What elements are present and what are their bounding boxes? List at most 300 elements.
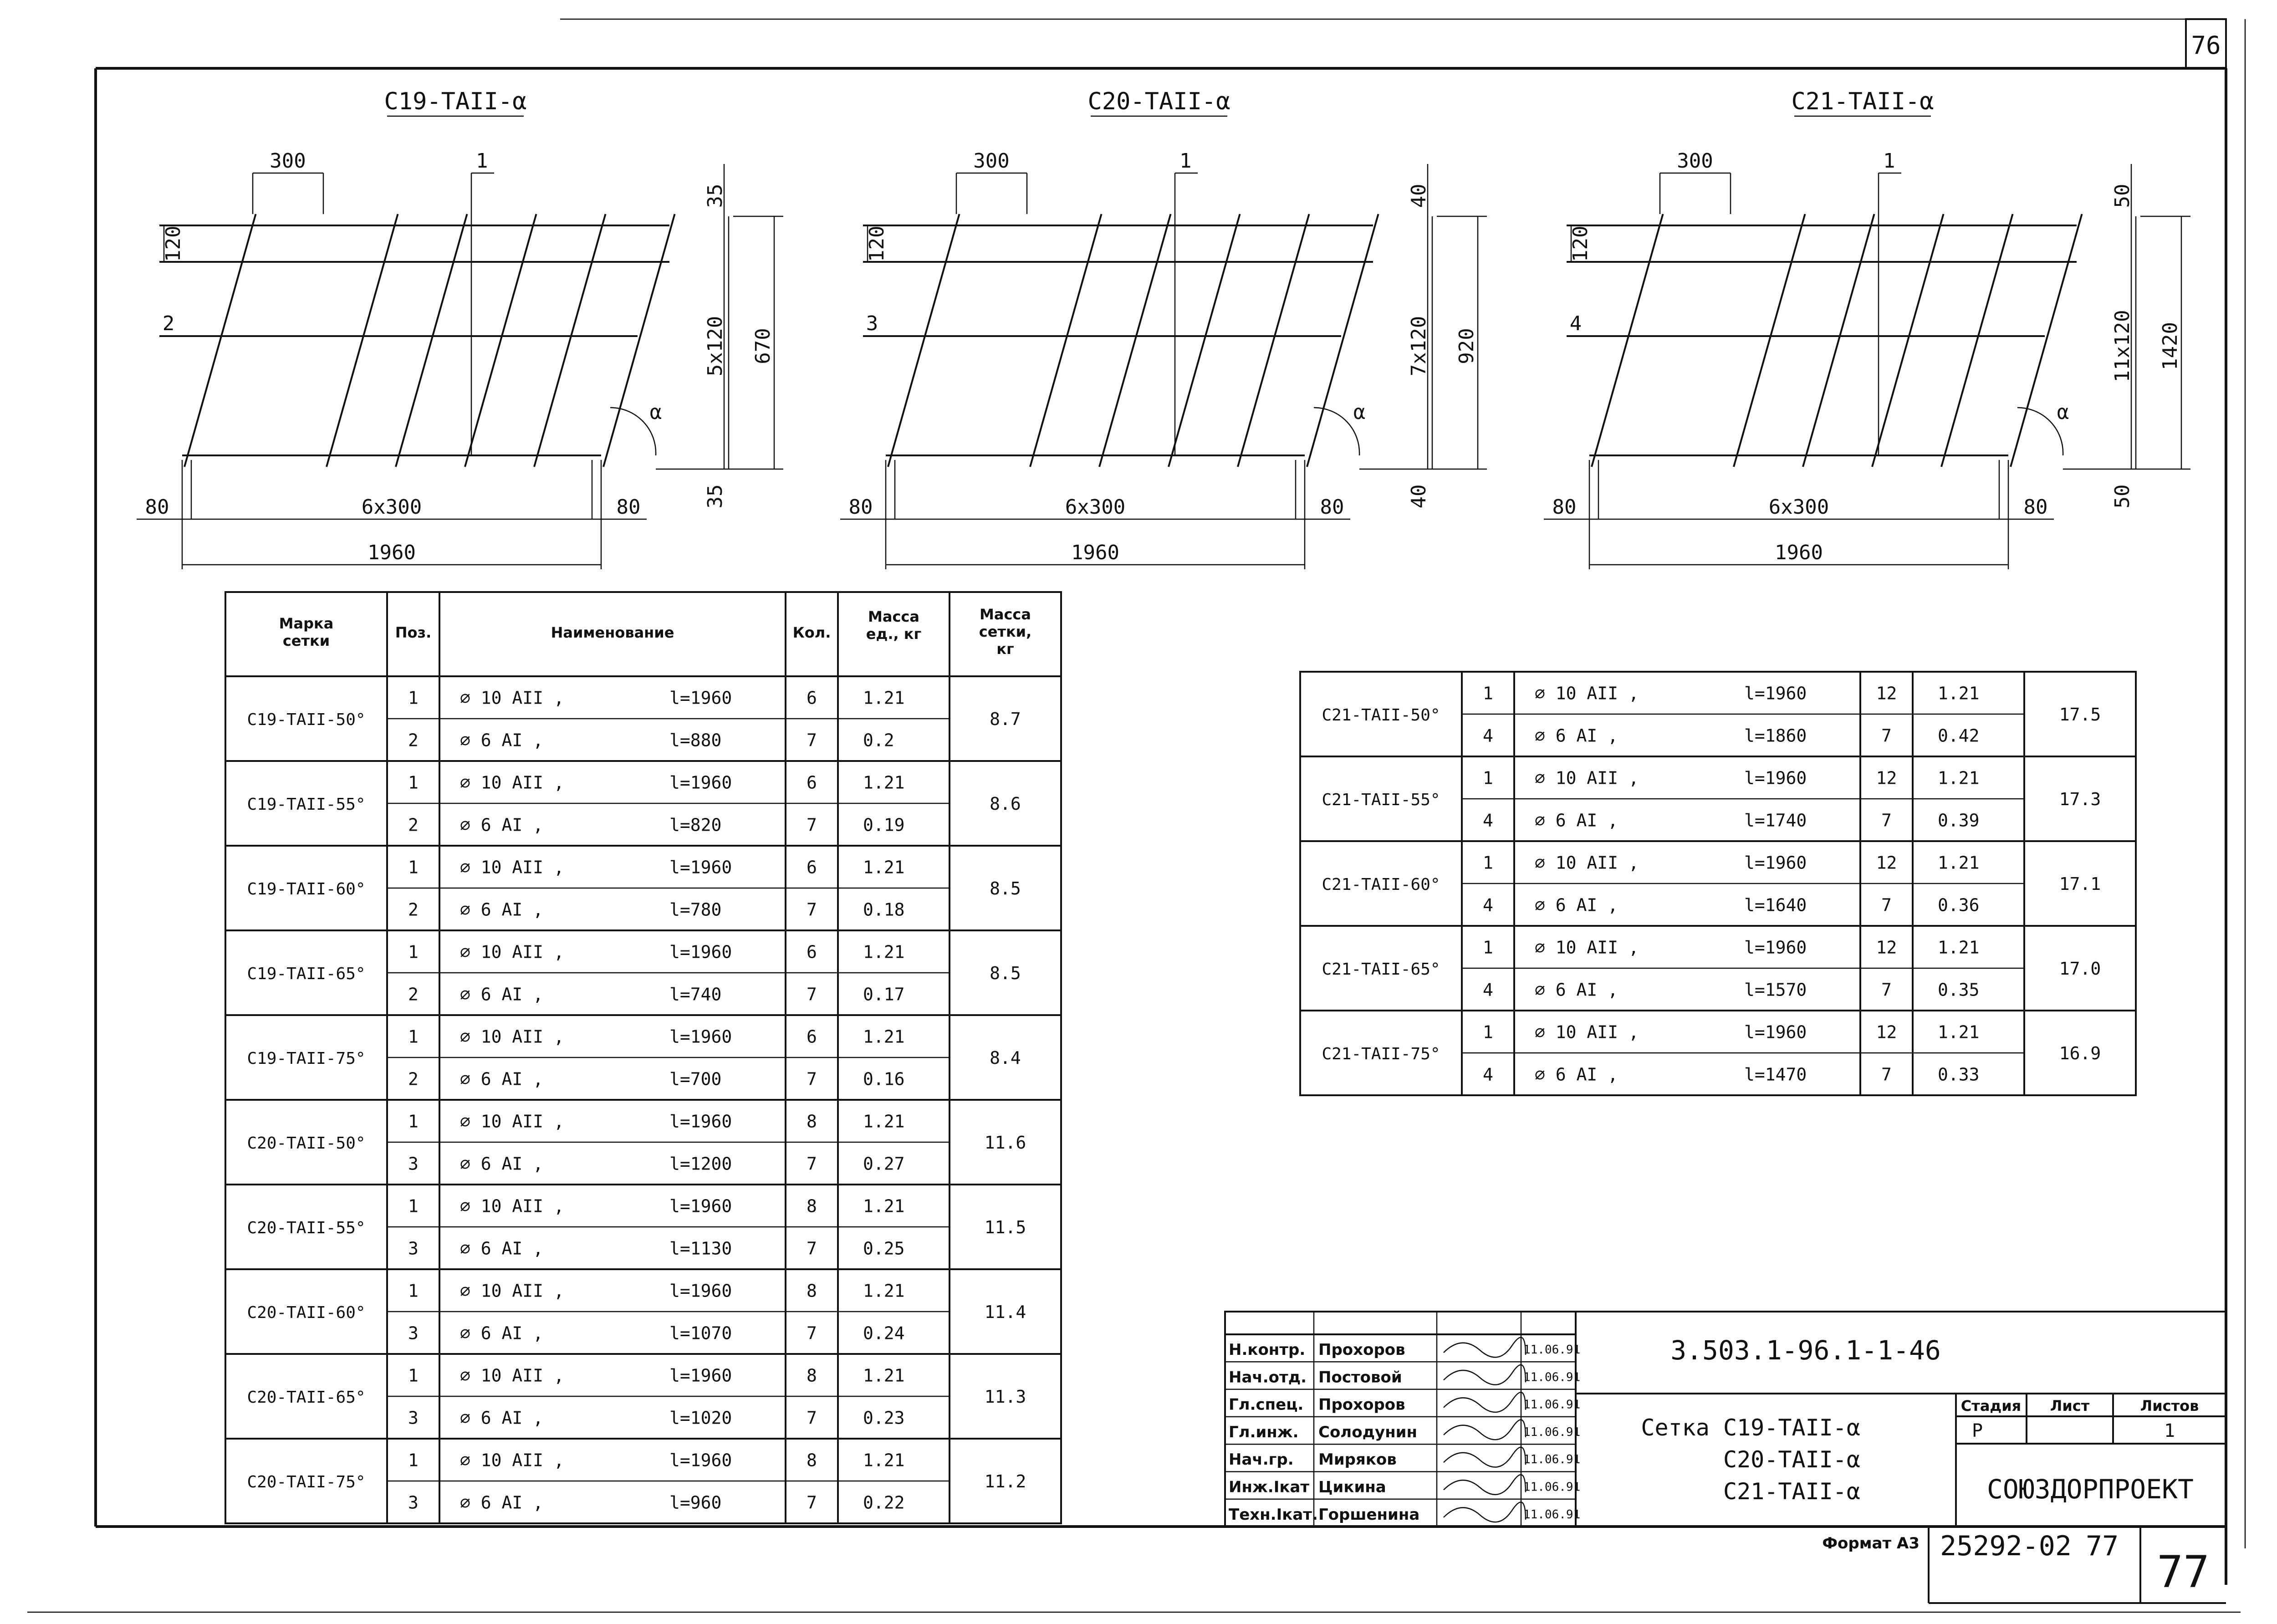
signer-row [1229, 1338, 1580, 1359]
row-unit-mass: 0.39 [1938, 810, 1980, 831]
row-position: 4 [1483, 1064, 1493, 1085]
row-name: ⌀ 6 АI , [460, 984, 544, 1005]
row-qty: 6 [807, 857, 817, 878]
row-position: 1 [408, 942, 419, 962]
header-mark: сетки [282, 632, 330, 649]
net-mark: С19-ТАII-50° [247, 710, 366, 729]
rebar-transverse [1238, 214, 1309, 467]
angle-label: α [1353, 401, 1366, 424]
signature-icon [1444, 1420, 1526, 1440]
net-total-mass: 17.5 [2059, 705, 2101, 725]
stage-header: Стадия [1960, 1397, 2022, 1415]
signer-row [1229, 1420, 1580, 1441]
row-unit-mass: 1.21 [1938, 937, 1980, 958]
signer-role: Гл.спец. [1229, 1395, 1304, 1414]
doc-title-line-1: Сетка С19-ТАII-α [1641, 1415, 1860, 1441]
signature-icon [1444, 1392, 1526, 1412]
row-name: ⌀ 6 АI , [460, 815, 544, 835]
row-name: ⌀ 6 АI , [460, 1323, 544, 1343]
row-length: l=820 [669, 815, 722, 835]
row-unit-mass: 0.18 [863, 899, 905, 920]
net-total-mass: 17.3 [2059, 789, 2101, 809]
row-length: l=1960 [669, 1196, 732, 1216]
row-qty: 7 [807, 1069, 817, 1089]
dim-right-end: 80 [2023, 495, 2048, 519]
row-unit-mass: 0.16 [863, 1069, 905, 1089]
rebar-transverse [1734, 214, 1805, 467]
row-name: ⌀ 6 АI , [1535, 980, 1618, 1000]
row-qty: 7 [1881, 895, 1892, 915]
row-position: 1 [408, 772, 419, 793]
row-unit-mass: 1.21 [863, 857, 905, 878]
header-mark: Марка [279, 615, 334, 632]
signer-role: Инж.Iкат [1229, 1478, 1310, 1496]
header-net-mass: кг [996, 640, 1014, 658]
header-net-mass: сетки, [979, 623, 1032, 640]
organization-name: СОЮЗДОРПРОЕКТ [1987, 1474, 2194, 1505]
rebar-transverse [465, 214, 536, 467]
row-name: ⌀ 6 АI , [1535, 1064, 1618, 1085]
sheet-number-top: 76 [2191, 31, 2221, 60]
row-qty: 12 [1876, 683, 1897, 704]
row-unit-mass: 0.17 [863, 984, 905, 1005]
row-position: 1 [1483, 1022, 1493, 1042]
row-qty: 6 [807, 688, 817, 708]
net-total-mass: 8.5 [990, 878, 1021, 899]
sheet-header: Лист [2050, 1397, 2090, 1415]
dim-first-spacing: 120 [1569, 225, 1592, 262]
row-name: ⌀ 10 АII , [1535, 768, 1639, 788]
row-length: l=1640 [1744, 895, 1807, 915]
row-position: 3 [408, 1154, 419, 1174]
row-length: l=1070 [669, 1323, 732, 1343]
rebar-transverse [1592, 214, 1663, 467]
row-length: l=1740 [1744, 810, 1807, 831]
row-position: 1 [408, 1026, 419, 1047]
mesh-drawing-3 [1544, 88, 2190, 569]
row-length: l=780 [669, 899, 722, 920]
net-mark: С21-ТАII-55° [1322, 791, 1440, 809]
row-unit-mass: 1.21 [1938, 853, 1980, 873]
header-unit-mass: Масса [868, 608, 919, 625]
row-qty: 7 [1881, 725, 1892, 746]
row-unit-mass: 0.35 [1938, 980, 1980, 1000]
row-qty: 7 [807, 1408, 817, 1428]
row-length: l=1960 [669, 1365, 732, 1386]
row-unit-mass: 0.24 [863, 1323, 905, 1343]
row-unit-mass: 1.21 [863, 1450, 905, 1471]
rebar-transverse [1307, 214, 1378, 467]
row-name: ⌀ 10 АII , [460, 688, 564, 708]
row-unit-mass: 1.21 [863, 1281, 905, 1301]
row-position: 3 [408, 1238, 419, 1259]
dim-first-spacing: 120 [162, 225, 185, 262]
spec-group [225, 930, 1061, 1015]
dim-top-cover: 35 [704, 184, 727, 208]
row-name: ⌀ 10 АII , [460, 942, 564, 962]
row-name: ⌀ 10 АII , [460, 1450, 564, 1471]
row-name: ⌀ 6 АI , [1535, 810, 1618, 831]
signature-icon [1444, 1338, 1526, 1358]
row-name: ⌀ 10 АII , [460, 857, 564, 878]
row-unit-mass: 0.33 [1938, 1064, 1980, 1085]
net-total-mass: 8.6 [990, 794, 1021, 814]
mesh-drawing-1 [137, 88, 783, 569]
spec-group [225, 1100, 1061, 1185]
row-length: l=1570 [1744, 980, 1807, 1000]
row-unit-mass: 1.21 [1938, 683, 1980, 704]
row-qty: 7 [807, 899, 817, 920]
signature-icon [1444, 1365, 1526, 1385]
dim-mid-spacing: 6х300 [1768, 495, 1829, 519]
row-unit-mass: 0.22 [863, 1492, 905, 1513]
doc-code: 3.503.1-96.1-1-46 [1670, 1335, 1941, 1366]
row-name: ⌀ 6 АI , [460, 1408, 544, 1428]
net-mark: С20-ТАII-60° [247, 1303, 366, 1322]
net-total-mass: 8.7 [990, 709, 1021, 729]
dim-total-length: 1960 [1071, 541, 1119, 564]
net-mark: С19-ТАII-55° [247, 795, 366, 814]
spec-table-right [1300, 672, 2136, 1095]
row-qty: 7 [1881, 810, 1892, 831]
row-name: ⌀ 6 АI , [1535, 895, 1618, 915]
rebar-transverse [1030, 214, 1102, 467]
row-qty: 8 [807, 1111, 817, 1132]
row-qty: 7 [1881, 1064, 1892, 1085]
signer-name: Миряков [1318, 1450, 1397, 1469]
spec-group [225, 1185, 1061, 1269]
row-name: ⌀ 10 АII , [1535, 1022, 1639, 1042]
row-length: l=1960 [1744, 937, 1807, 958]
dim-total-length: 1960 [368, 541, 416, 564]
row-qty: 12 [1876, 937, 1897, 958]
dim-mid-spacing: 6х300 [1065, 495, 1126, 519]
net-mark: С20-ТАII-65° [247, 1388, 366, 1407]
sheets-value: 1 [2164, 1420, 2175, 1441]
signer-name: Цикина [1318, 1478, 1386, 1496]
row-name: ⌀ 6 АI , [460, 1154, 544, 1174]
rebar-transverse [1941, 214, 2013, 467]
row-qty: 8 [807, 1281, 817, 1301]
dim-height: 920 [1455, 328, 1478, 364]
position-label: 1 [1179, 149, 1192, 173]
archive-sheet: 77 [2086, 1530, 2119, 1562]
dim-top-spacing: 300 [270, 149, 306, 173]
row-unit-mass: 1.21 [863, 688, 905, 708]
dim-bottom-cover: 40 [1407, 484, 1430, 509]
net-total-mass: 8.5 [990, 963, 1021, 983]
row-position: 1 [1483, 683, 1493, 704]
row-unit-mass: 1.21 [863, 1365, 905, 1386]
doc-title-line-2: С20-ТАII-α [1723, 1446, 1860, 1473]
row-position: 1 [1483, 768, 1493, 788]
spec-group [225, 846, 1061, 930]
row-position: 4 [1483, 980, 1493, 1000]
signer-name: Прохоров [1318, 1341, 1405, 1359]
signer-row [1229, 1392, 1580, 1414]
signer-role: Н.контр. [1229, 1341, 1306, 1359]
row-position: 1 [408, 1196, 419, 1216]
dim-top-cover: 40 [1407, 184, 1430, 208]
drawing-title: С19-ТАII-α [384, 88, 527, 115]
spec-group [225, 1015, 1061, 1100]
signer-date: 11.06.91 [1523, 1398, 1581, 1412]
row-unit-mass: 1.21 [863, 772, 905, 793]
signer-date: 11.06.91 [1523, 1480, 1581, 1494]
net-total-mass: 11.4 [984, 1302, 1026, 1322]
row-position: 4 [1483, 895, 1493, 915]
spec-group [225, 761, 1061, 846]
spec-group [1300, 756, 2136, 841]
row-position: 4 [1483, 810, 1493, 831]
row-unit-mass: 1.21 [1938, 768, 1980, 788]
dim-height: 670 [751, 328, 775, 364]
row-unit-mass: 1.21 [863, 942, 905, 962]
row-length: l=1860 [1744, 725, 1807, 746]
row-name: ⌀ 10 АII , [1535, 853, 1639, 873]
dim-height: 1420 [2159, 322, 2182, 370]
row-length: l=1960 [669, 942, 732, 962]
signature-icon [1444, 1475, 1526, 1495]
signer-role: Нач.гр. [1229, 1450, 1294, 1469]
row-qty: 7 [807, 730, 817, 751]
row-length: l=1470 [1744, 1064, 1807, 1085]
net-mark: С21-ТАII-75° [1322, 1045, 1440, 1063]
signer-date: 11.06.91 [1523, 1343, 1581, 1357]
dim-left-end: 80 [848, 495, 873, 519]
dim-spacing-count: 11х120 [2111, 310, 2134, 383]
row-name: ⌀ 6 АI , [460, 1069, 544, 1089]
dim-right-end: 80 [1320, 495, 1344, 519]
row-unit-mass: 0.42 [1938, 725, 1980, 746]
archive-number: 25292-02 [1940, 1530, 2072, 1562]
row-length: l=1960 [669, 688, 732, 708]
dim-top-cover: 50 [2111, 184, 2134, 208]
mesh-drawings [137, 88, 2190, 569]
row-position: 1 [408, 1111, 419, 1132]
signer-date: 11.06.91 [1523, 1425, 1581, 1439]
signer-role: Гл.инж. [1229, 1423, 1299, 1441]
row-name: ⌀ 6 АI , [460, 1238, 544, 1259]
rebar-transverse [1872, 214, 1944, 467]
row-qty: 6 [807, 942, 817, 962]
rebar-transverse [2011, 214, 2082, 467]
spec-group [225, 676, 1061, 761]
rebar-transverse [888, 214, 960, 467]
row-length: l=880 [669, 730, 722, 751]
row-unit-mass: 0.25 [863, 1238, 905, 1259]
angle-label: α [2057, 401, 2069, 424]
sheet-number-bottom: 77 [2157, 1547, 2210, 1598]
net-mark: С20-ТАII-50° [247, 1134, 366, 1153]
net-mark: С19-ТАII-65° [247, 965, 366, 983]
row-unit-mass: 0.2 [863, 730, 894, 751]
signer-name: Прохоров [1318, 1395, 1405, 1414]
row-position: 2 [408, 730, 419, 751]
dim-bottom-cover: 35 [704, 484, 727, 509]
net-mark: С19-ТАII-75° [247, 1049, 366, 1068]
position-label: 1 [476, 149, 488, 173]
position-bar-label: 2 [162, 312, 175, 335]
spec-table-left [225, 592, 1061, 1523]
spec-group [1300, 926, 2136, 1011]
row-qty: 6 [807, 1026, 817, 1047]
signer-role: Техн.Iкат. [1229, 1505, 1318, 1524]
spec-group [1300, 1011, 2136, 1095]
rebar-transverse [327, 214, 398, 467]
row-name: ⌀ 6 АI , [460, 1492, 544, 1513]
row-length: l=1960 [1744, 1022, 1807, 1042]
row-unit-mass: 0.19 [863, 815, 905, 835]
row-unit-mass: 0.36 [1938, 895, 1980, 915]
rebar-transverse [534, 214, 606, 467]
row-unit-mass: 1.21 [863, 1026, 905, 1047]
row-length: l=1960 [669, 857, 732, 878]
row-length: l=1960 [1744, 683, 1807, 704]
mesh-drawing-2 [840, 88, 1487, 569]
position-bar-label: 3 [866, 312, 878, 335]
row-position: 2 [408, 815, 419, 835]
dim-top-spacing: 300 [973, 149, 1010, 173]
row-qty: 12 [1876, 1022, 1897, 1042]
net-mark: С19-ТАII-60° [247, 880, 366, 899]
row-position: 1 [408, 1365, 419, 1386]
row-qty: 8 [807, 1365, 817, 1386]
dim-spacing-count: 5х120 [704, 316, 727, 377]
signer-role: Нач.отд. [1229, 1368, 1307, 1387]
signer-date: 11.06.91 [1523, 1507, 1581, 1522]
header-pos: Поз. [395, 624, 432, 641]
row-name: ⌀ 6 АI , [460, 730, 544, 751]
dim-mid-spacing: 6х300 [361, 495, 422, 519]
row-qty: 7 [807, 1238, 817, 1259]
drawing-title: С20-ТАII-α [1087, 88, 1230, 115]
row-position: 1 [1483, 937, 1493, 958]
spec-group [225, 1269, 1061, 1354]
net-total-mass: 11.2 [984, 1471, 1026, 1491]
dim-spacing-count: 7х120 [1407, 316, 1430, 377]
net-total-mass: 8.4 [990, 1048, 1021, 1068]
row-length: l=740 [669, 984, 722, 1005]
dim-bottom-cover: 50 [2111, 484, 2134, 509]
row-name: ⌀ 10 АII , [1535, 683, 1639, 704]
rebar-transverse [396, 214, 467, 467]
row-unit-mass: 0.23 [863, 1408, 905, 1428]
dim-first-spacing: 120 [865, 225, 888, 262]
row-length: l=700 [669, 1069, 722, 1089]
row-qty: 7 [807, 984, 817, 1005]
dim-total-length: 1960 [1775, 541, 1823, 564]
net-total-mass: 11.6 [984, 1133, 1026, 1153]
row-name: ⌀ 10 АII , [1535, 937, 1639, 958]
spec-group [225, 1354, 1061, 1439]
net-mark: С21-ТАII-65° [1322, 960, 1440, 979]
row-length: l=1960 [669, 1281, 732, 1301]
net-total-mass: 17.1 [2059, 874, 2101, 894]
row-qty: 8 [807, 1196, 817, 1216]
row-qty: 6 [807, 772, 817, 793]
row-qty: 7 [807, 1154, 817, 1174]
position-bar-label: 4 [1569, 312, 1582, 335]
row-qty: 8 [807, 1450, 817, 1471]
row-length: l=1960 [669, 1111, 732, 1132]
net-total-mass: 17.0 [2059, 959, 2101, 979]
signature-icon [1444, 1502, 1526, 1522]
rebar-transverse [1099, 214, 1171, 467]
angle-label: α [649, 401, 662, 424]
signer-row [1229, 1475, 1580, 1496]
stage-value: Р [1972, 1420, 1983, 1441]
row-length: l=1960 [1744, 853, 1807, 873]
signer-name: Солодунин [1318, 1423, 1417, 1441]
spec-group [1300, 672, 2136, 756]
header-qty: Кол. [792, 624, 831, 641]
row-length: l=1960 [669, 1026, 732, 1047]
signer-row [1229, 1365, 1580, 1386]
net-mark: С21-ТАII-60° [1322, 875, 1440, 894]
row-position: 2 [408, 1069, 419, 1089]
dim-right-end: 80 [616, 495, 641, 519]
doc-title-line-3: С21-ТАII-α [1723, 1478, 1860, 1505]
row-length: l=960 [669, 1492, 722, 1513]
header-name: Наименование [551, 624, 674, 641]
row-name: ⌀ 6 АI , [460, 899, 544, 920]
row-position: 3 [408, 1492, 419, 1513]
row-name: ⌀ 10 АII , [460, 1196, 564, 1216]
header-net-mass: Масса [980, 606, 1031, 623]
row-qty: 7 [807, 1323, 817, 1343]
row-length: l=1130 [669, 1238, 732, 1259]
row-qty: 7 [807, 815, 817, 835]
spec-group [225, 1439, 1061, 1523]
dim-left-end: 80 [1552, 495, 1577, 519]
row-length: l=1020 [669, 1408, 732, 1428]
net-total-mass: 11.5 [984, 1217, 1026, 1237]
row-name: ⌀ 10 АII , [460, 1026, 564, 1047]
net-total-mass: 16.9 [2059, 1043, 2101, 1063]
signer-row [1229, 1447, 1580, 1469]
row-position: 1 [408, 688, 419, 708]
rebar-transverse [184, 214, 256, 467]
rebar-transverse [603, 214, 675, 467]
net-mark: С20-ТАII-55° [247, 1219, 366, 1237]
row-position: 3 [408, 1323, 419, 1343]
row-qty: 7 [807, 1492, 817, 1513]
signer-date: 11.06.91 [1523, 1453, 1581, 1467]
row-length: l=1960 [669, 772, 732, 793]
row-position: 2 [408, 899, 419, 920]
row-unit-mass: 0.27 [863, 1154, 905, 1174]
header-unit-mass: ед., кг [866, 625, 922, 643]
dim-left-end: 80 [145, 495, 169, 519]
row-name: ⌀ 10 АII , [460, 1365, 564, 1386]
rebar-transverse [1803, 214, 1874, 467]
row-position: 2 [408, 984, 419, 1005]
row-length: l=1960 [669, 1450, 732, 1471]
signer-row [1229, 1502, 1580, 1523]
row-position: 4 [1483, 725, 1493, 746]
net-mark: С21-ТАII-50° [1322, 706, 1440, 725]
row-unit-mass: 1.21 [863, 1111, 905, 1132]
rebar-transverse [1169, 214, 1240, 467]
row-position: 1 [408, 1281, 419, 1301]
signer-date: 11.06.91 [1523, 1370, 1581, 1384]
row-name: ⌀ 10 АII , [460, 1281, 564, 1301]
row-name: ⌀ 10 АII , [460, 1111, 564, 1132]
drawing-title: С21-ТАII-α [1791, 88, 1934, 115]
net-total-mass: 11.3 [984, 1387, 1026, 1407]
row-qty: 7 [1881, 980, 1892, 1000]
